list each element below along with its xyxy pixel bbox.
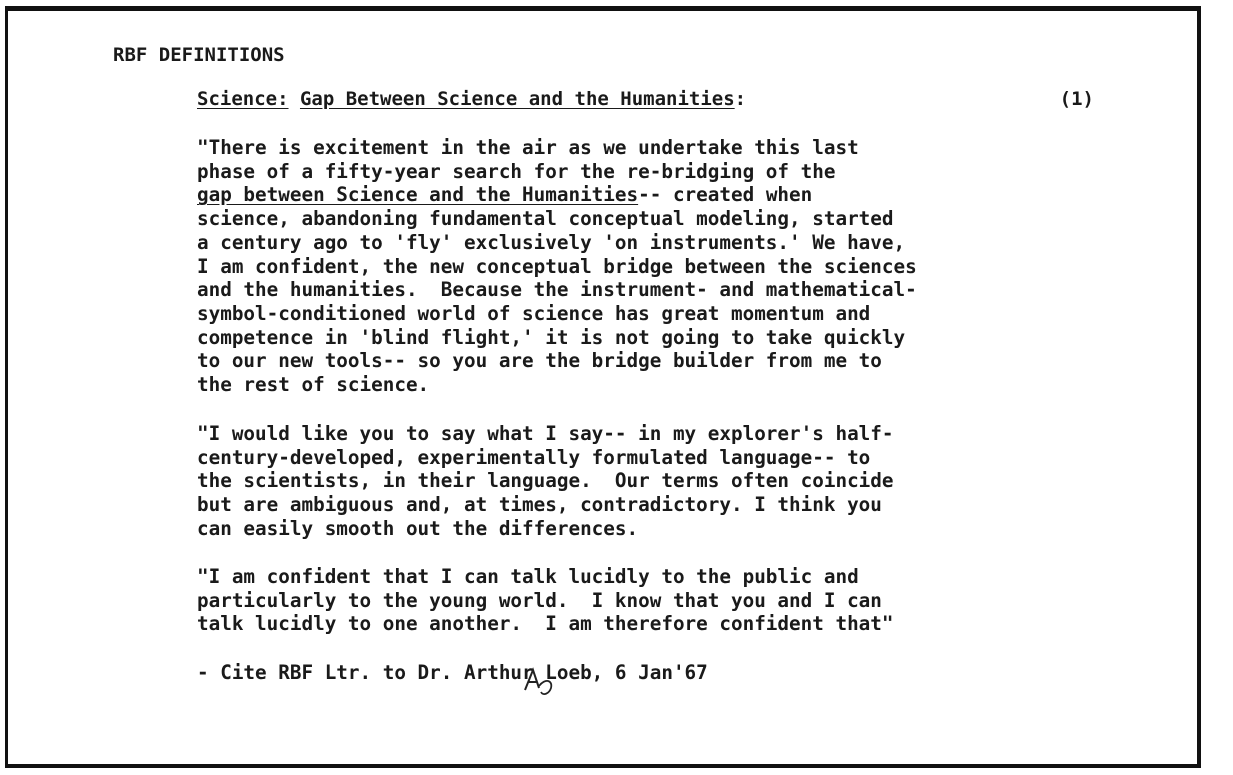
text-line: phase of a fifty-year search for the re-bridging of the bbox=[197, 159, 836, 183]
topic-colon: : bbox=[734, 88, 747, 110]
card-number: (1) bbox=[1059, 88, 1094, 110]
quote-paragraph-1 bbox=[197, 136, 917, 397]
text-line: talk lucidly to one another. I am therefore confident that" bbox=[197, 612, 894, 636]
text-line: a century ago to 'fly' exclusively 'on instruments.' We have, bbox=[197, 230, 906, 254]
text-line: particularly to the young world. I know that you and I can bbox=[197, 588, 882, 612]
quote-paragraph-2 bbox=[197, 422, 894, 541]
text-line: "I am confident that I can talk lucidly to the public and bbox=[197, 565, 859, 588]
text-line: I am confident, the new conceptual bridge between the sciences bbox=[197, 254, 917, 278]
text-line: the scientists, in their language. Our terms often coincide bbox=[197, 469, 894, 493]
text-line: -- created when bbox=[638, 183, 813, 207]
topic-title: Gap Between Science and the Humanities bbox=[299, 88, 735, 110]
text-line: century-developed, experimentally formulated language-- to bbox=[197, 445, 871, 469]
text-line: science, abandoning fundamental conceptual modeling, started bbox=[197, 207, 894, 231]
text-line: "There is excitement in the air as we undertake this last bbox=[197, 136, 859, 159]
subject-label: Science: bbox=[197, 88, 289, 110]
citation: - Cite RBF Ltr. to Dr. Arthur Loeb, 6 Jan'67 bbox=[197, 661, 708, 684]
text-line: but are ambiguous and, at times, contradictory. I think you bbox=[197, 493, 882, 517]
text-line: competence in 'blind flight,' it is not going to take quickly bbox=[197, 325, 906, 349]
text-line: and the humanities. Because the instrument- and mathematical- bbox=[197, 278, 917, 302]
text-line: the rest of science. bbox=[197, 373, 430, 397]
card-header: RBF DEFINITIONS bbox=[113, 44, 285, 66]
text-line: can easily smooth out the differences. bbox=[197, 516, 639, 540]
quote-paragraph-3 bbox=[197, 565, 894, 636]
title-line bbox=[197, 88, 1097, 110]
text-line: to our new tools-- so you are the bridge builder from me to bbox=[197, 349, 882, 373]
underlined-phrase: gap between Science and the Humanities bbox=[197, 183, 639, 207]
text-line: "I would like you to say what I say-- in my explorer's half- bbox=[197, 422, 894, 445]
text-line: symbol-conditioned world of science has great momentum and bbox=[197, 301, 871, 325]
